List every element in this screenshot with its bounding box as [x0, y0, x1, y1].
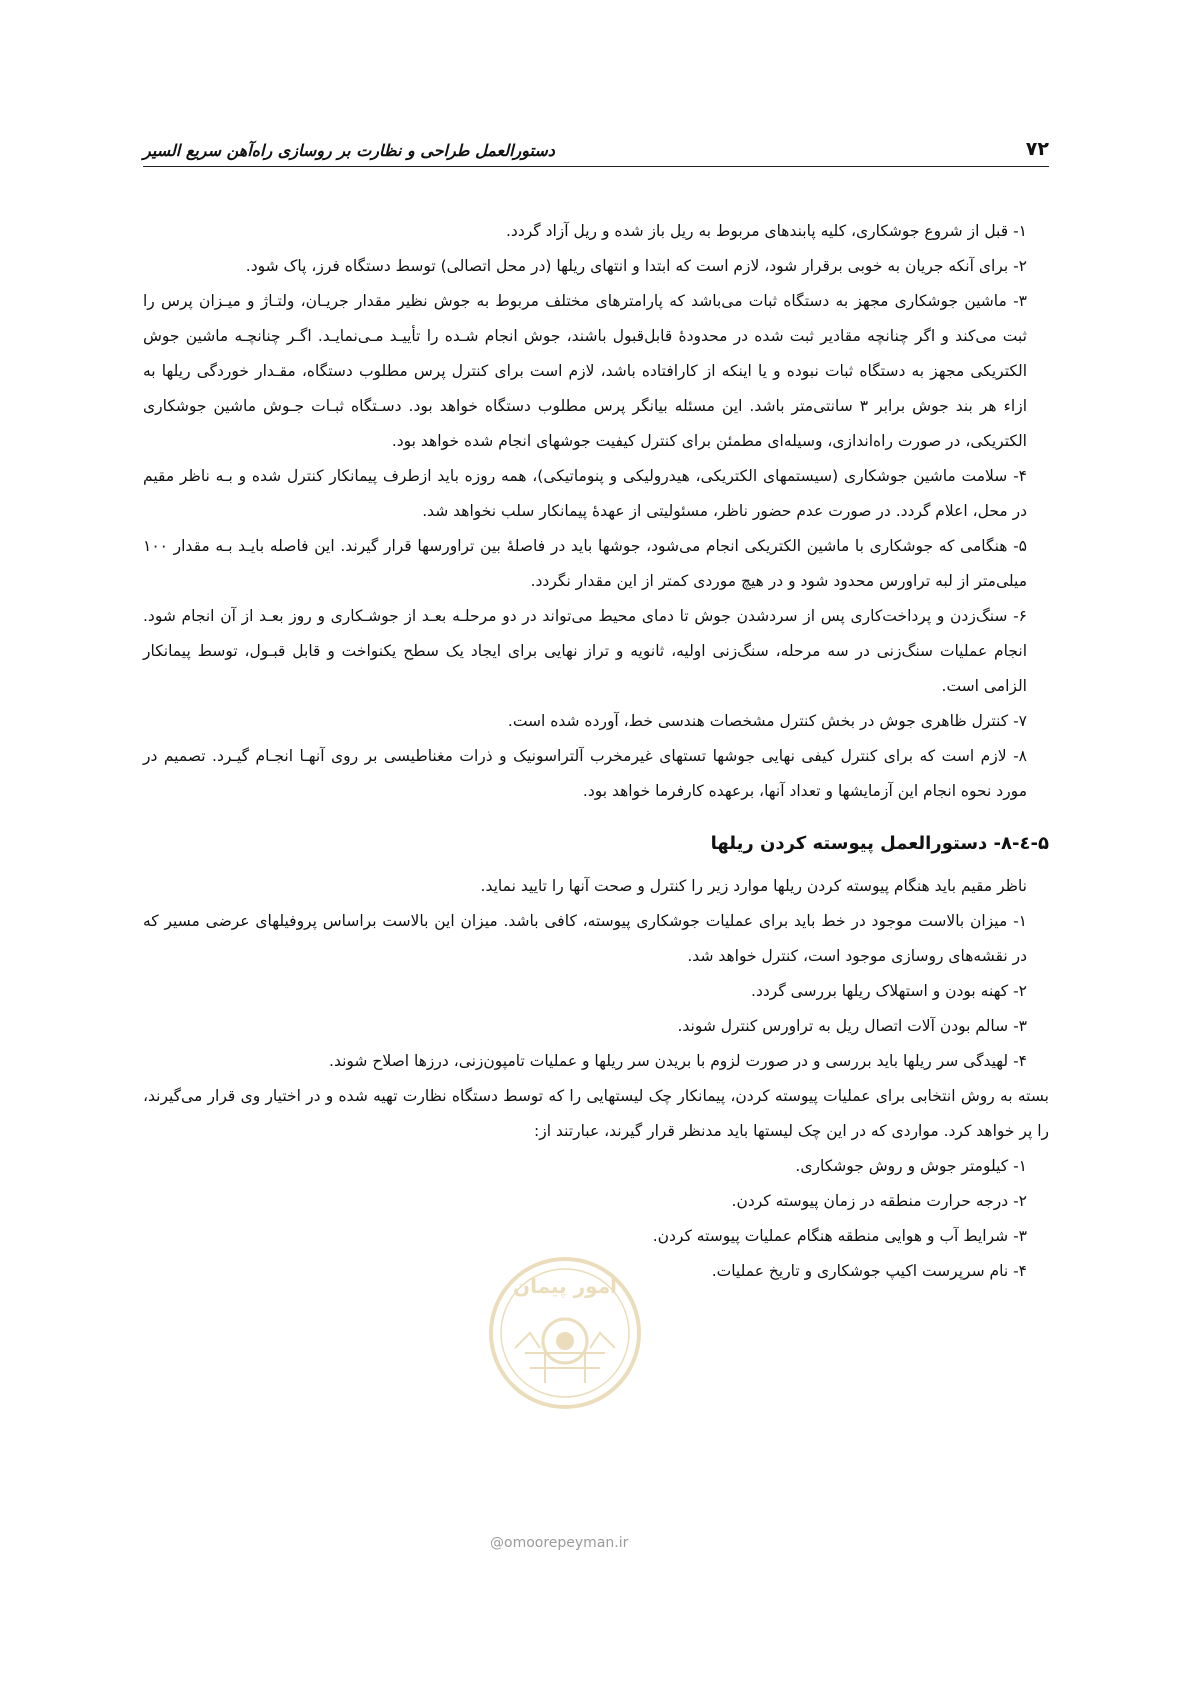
page-number: ۷۲: [1025, 138, 1049, 160]
checklist-intro: بسته به روش انتخابی برای عملیات پیوسته کردن، پیمانکار چک لیستهایی را که توسط دستگاه نظارت تهیه شده و در اختیار وی قرار می‌گیرند، را پر خواهد کرد. مواردی که در این چک لیستها باید مدنظر قرار گیرند، عبارتند از:: [143, 1087, 1049, 1140]
paragraph: ۴- سلامت ماشین جوشکاری (سیستمهای الکتریکی، هیدرولیکی و پنوماتیکی)، همه روزه باید ازطرف پیمانکار کنترل شده و بـه ناظر مقیم در محل، اعلام گردد. در صورت عدم حضور ناظر، مسئولیتی از عهدهٔ پیمانکار سلب نخواهد شد.: [143, 467, 1027, 520]
paragraph: ۵- هنگامی که جوشکاری با ماشین الکتریکی انجام می‌شود، جوشها باید در فاصلهٔ بین تراورسها قرار گیرند. این فاصله بایـد بـه مقدار ۱۰۰ میلی‌متر از لبه تراورس محدود شود و در هیچ موردی کمتر از این مقدار نگردد.: [143, 537, 1027, 590]
running-title: دستورالعمل طراحی و نظارت بر روسازی راه‌آهن سریع السیر: [143, 141, 555, 160]
paragraph: ۱- قبل از شروع جوشکاری، کلیه پابندهای مربوط به ریل باز شده و ریل آزاد گردد.: [505, 222, 1027, 240]
list-item: ۳- سالم بودن آلات اتصال ریل به تراورس کنترل شوند.: [677, 1017, 1027, 1035]
page-header: [143, 126, 1049, 160]
watermark-url: @omoorepeyman.ir: [490, 1535, 629, 1551]
list-item: ۲- کهنه بودن و استهلاک ریلها بررسی گردد.: [751, 982, 1027, 1000]
list-item: ۱- میزان بالاست موجود در خط باید برای عملیات جوشکاری پیوسته، کافی باشد. میزان این بالاست براساس پروفیلهای عرضی مسیر که در نقشه‌های روسازی موجود است، کنترل خواهد شد.: [143, 912, 1027, 965]
paragraph: ۶- سنگ‌زدن و پرداخت‌کاری پس از سردشدن جوش تا دمای محیط می‌تواند در دو مرحلـه بعـد از جوشـکاری و روز بعـد از آن انجام شود. انجام عملیات سنگ‌زنی در سه مرحله، سنگ‌زنی اولیه، ثانویه و تراز نهایی برای ایجاد یک سطح یکنواخت و قابل قبـول، توسط پیمانکار الزامی است.: [143, 607, 1027, 695]
paragraph: ۳- ماشین جوشکاری مجهز به دستگاه ثبات می‌باشد که پارامترهای مختلف مربوط به جوش نظیر مقدار جریـان، ولتـاژ و میـزان پرس را ثبت می‌کند و اگر چنانچه مقادیر ثبت شده در محدودهٔ قابل‌قبول باشند، جوش انجام شـده را تأییـد مـی‌نمایـد. اگـر چنانچـه ماشین جوش الکتریکی مجهز به دستگاه ثبات نبوده و یا اینکه از کارافتاده باشد، لازم است برای کنترل پرس مطلوب دستگاه، مقـدار خوردگی ریلها به ازاء هر بند جوش برابر ۳ سانتی‌متر باشد. این مسئله بیانگر پرس مطلوب دستگاه خواهد بود. دسـتگاه ثبـات جـوش ماشین جوشکاری الکتریکی، در صورت راه‌اندازی، وسیله‌ای مطمئن برای کنترل کیفیت جوشهای انجام شده خواهد بود.: [143, 292, 1027, 450]
paragraph: ۸- لازم است که برای کنترل کیفی نهایی جوشها تستهای غیرمخرب آلتراسونیک و ذرات مغناطیسی بر روی آنهـا انجـام گیـرد. تصمیم در مورد نحوه انجام این آزمایشها و تعداد آنها، برعهده کارفرما خواهد بود.: [143, 747, 1027, 800]
paragraph: ۲- برای آنکه جریان به خوبی برقرار شود، لازم است که ابتدا و انتهای ریلها (در محل اتصالی) توسط دستگاه فرز، پاک شود.: [245, 257, 1027, 275]
checklist-item: ۳- شرایط آب و هوایی منطقه هنگام عملیات پیوسته کردن.: [652, 1227, 1027, 1245]
stamp-lettering: امور پیمان: [513, 1274, 617, 1298]
section-intro: ناظر مقیم باید هنگام پیوسته کردن ریلها موارد زیر را کنترل و صحت آنها را تایید نماید.: [480, 877, 1027, 895]
paragraph: ۷- کنترل ظاهری جوش در بخش کنترل مشخصات هندسی خط، آورده شده است.: [507, 712, 1027, 730]
checklist-item: ۴- نام سرپرست اکیپ جوشکاری و تاریخ عملیات.: [711, 1262, 1027, 1280]
section-heading: ۵-٤-۸- دستورالعمل پیوسته کردن ریلها: [710, 833, 1049, 854]
list-item: ۴- لهیدگی سر ریلها باید بررسی و در صورت لزوم با بریدن سر ریلها و عملیات تامپون‌زنی، درزها اصلاح شوند.: [329, 1052, 1027, 1070]
checklist-item: ۲- درجه حرارت منطقه در زمان پیوسته کردن.: [731, 1192, 1027, 1210]
watermark-stamp-icon: [485, 1253, 645, 1413]
checklist-item: ۱- کیلومتر جوش و روش جوشکاری.: [795, 1157, 1027, 1175]
page-body: [143, 214, 1049, 1289]
header-divider: [143, 166, 1049, 167]
